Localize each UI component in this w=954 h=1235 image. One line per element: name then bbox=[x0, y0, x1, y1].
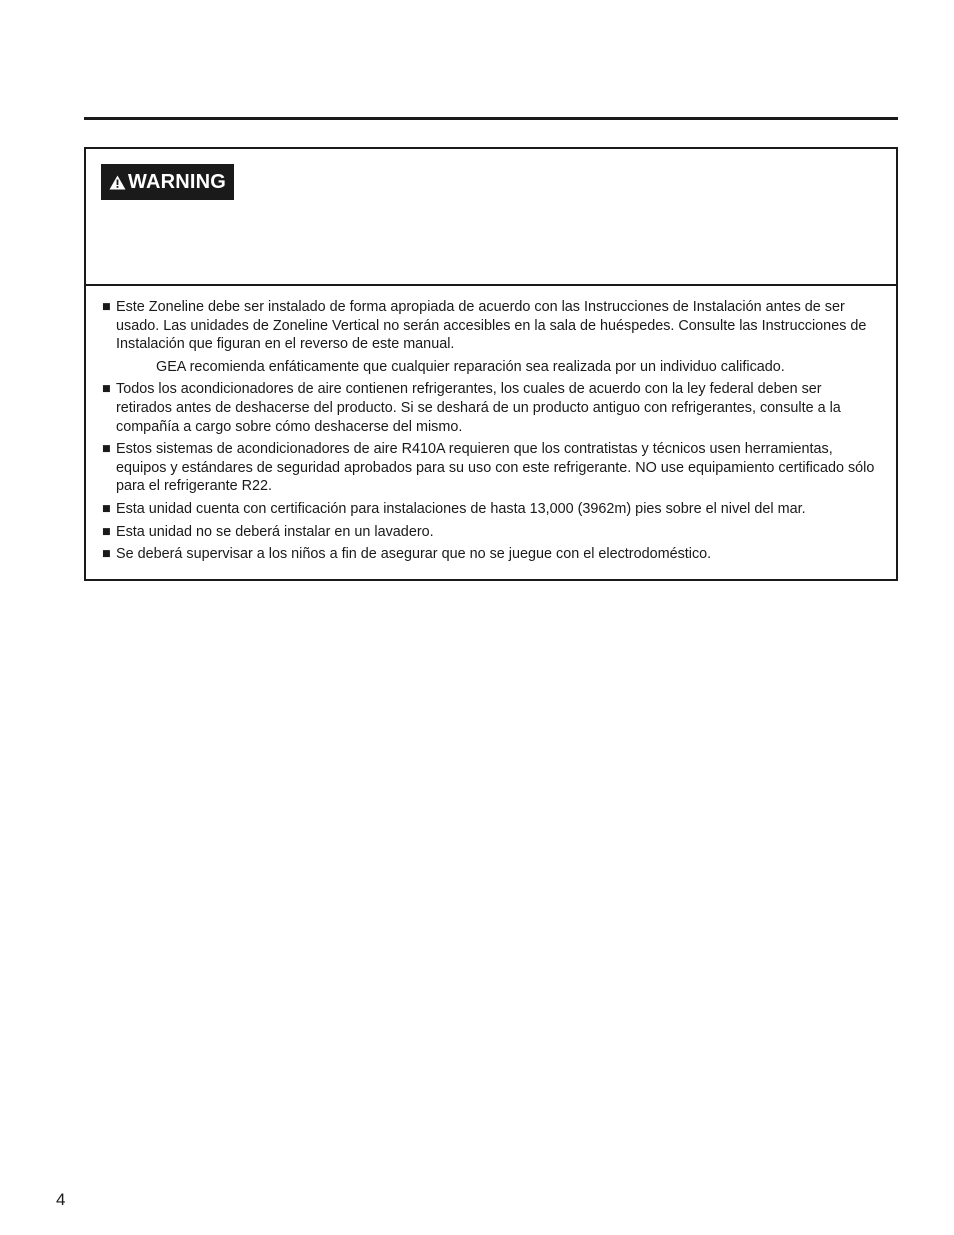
warning-header bbox=[86, 149, 896, 286]
warning-list bbox=[86, 286, 896, 564]
square-bullet-icon: ■ bbox=[102, 441, 111, 458]
list-item-text: Todos los acondicionadores de aire contienen refrigerantes, los cuales de acuerdo con la ley federal deben ser retirados antes de deshacerse del producto. Si se deshará de un producto antiguo con refrigerantes, consulte a la compañía a cargo sobre cómo deshacerse del mismo. bbox=[116, 381, 841, 435]
list-item-text: Este Zoneline debe ser instalado de forma apropiada de acuerdo con las Instrucciones de Instalación antes de ser usado. Las unidades de Zoneline Vertical no serán accesibles en la sala de huéspedes. Consulte las Instrucciones de Instalación que figuran en el reverso de este manual. bbox=[116, 299, 867, 353]
list-item-text: Estos sistemas de acondicionadores de aire R410A requieren que los contratistas y técnicos usen herramientas, equipos y estándares de seguridad aprobados para su uso con este refrigerante. NO use equipamiento certificado sólo para el refrigerante R22. bbox=[116, 441, 875, 495]
list-item bbox=[102, 380, 878, 436]
list-item-text: Esta unidad no se deberá instalar en un lavadero. bbox=[116, 523, 434, 540]
list-item bbox=[102, 440, 878, 496]
list-item-text: Esta unidad cuenta con certificación para instalaciones de hasta 13,000 (3962m) pies sobre el nivel del mar. bbox=[116, 500, 806, 517]
square-bullet-icon: ■ bbox=[102, 500, 111, 517]
page-number: 4 bbox=[56, 1190, 66, 1209]
warning-label: WARNING bbox=[128, 170, 227, 193]
header-rule bbox=[84, 117, 898, 120]
list-item bbox=[102, 545, 878, 564]
warning-box bbox=[84, 147, 898, 581]
list-item-note: GEA recomienda enfáticamente que cualquier reparación sea realizada por un individuo calificado. bbox=[156, 358, 785, 375]
list-item bbox=[102, 523, 878, 542]
square-bullet-icon: ■ bbox=[102, 523, 111, 540]
list-item-text: Se deberá supervisar a los niños a fin de asegurar que no se juegue con el electrodoméstico. bbox=[116, 546, 712, 563]
square-bullet-icon: ■ bbox=[102, 381, 111, 398]
warning-badge bbox=[101, 164, 234, 200]
square-bullet-icon: ■ bbox=[102, 299, 111, 315]
square-bullet-icon: ■ bbox=[102, 546, 111, 563]
warning-triangle-icon bbox=[109, 175, 126, 190]
list-item bbox=[102, 500, 878, 519]
list-item bbox=[102, 298, 878, 376]
